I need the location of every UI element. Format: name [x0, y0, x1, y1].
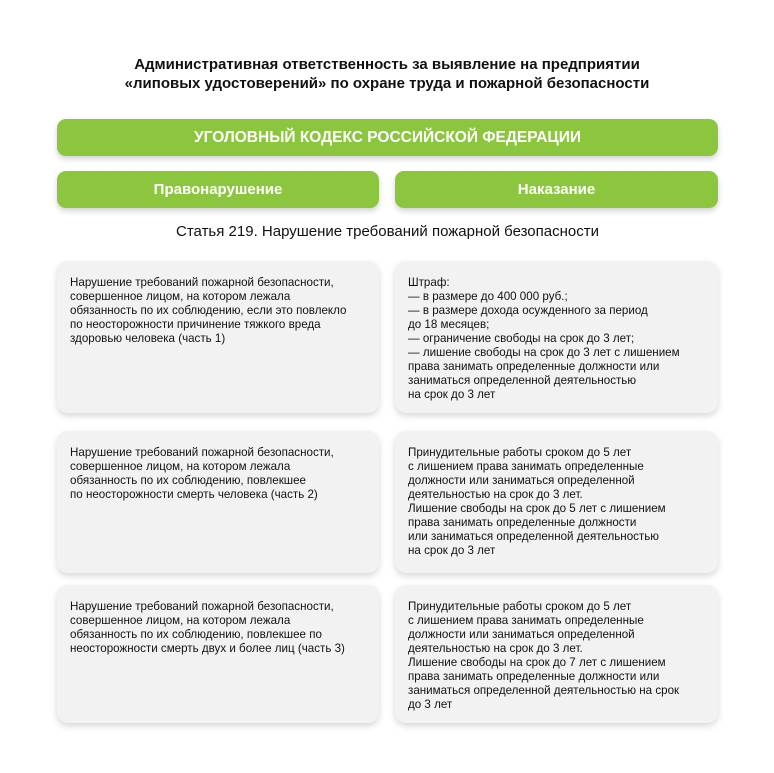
title-line-2: «липовых удостоверений» по охране труда и пожарной безопасности [124, 75, 650, 92]
punishment-card-part-3 [395, 585, 718, 723]
title-line-1: Административная ответственность за выявление на предприятии [134, 56, 640, 73]
punishment-text-line: на срок до 3 лет [408, 544, 496, 557]
punishment-text-line: должности или заниматься определенной [408, 628, 635, 641]
punishment-card-part-2 [395, 431, 718, 573]
offense-text-line: Нарушение требований пожарной безопасности, [70, 276, 334, 289]
punishment-text-line: деятельностью на срок до 3 лет. [408, 642, 583, 655]
punishment-text-line: заниматься определенной деятельностью [408, 374, 637, 387]
offense-text-line: совершенное лицом, на котором лежала [70, 614, 291, 627]
punishment-text-line: — ограничение свободы на срок до 3 лет; [408, 332, 635, 345]
punishment-text-line: Лишение свободы на срок до 7 лет с лишением [408, 656, 666, 669]
punishment-text-line: — лишение свободы на срок до 3 лет с лишением [408, 346, 680, 359]
punishment-text-line: заниматься определенной деятельностью на срок [408, 684, 680, 697]
offense-text-line: неосторожности смерть двух и более лиц (часть 3) [70, 642, 345, 655]
punishment-text-line: должности или заниматься определенной [408, 474, 635, 487]
offense-text-line: совершенное лицом, на котором лежала [70, 290, 291, 303]
offense-text-line: обязанность по их соблюдению, если это повлекло [70, 304, 347, 317]
punishment-text-line: деятельностью на срок до 3 лет. [408, 488, 583, 501]
offense-column-header: Правонарушение [57, 171, 379, 208]
offense-card-part-2 [57, 431, 379, 573]
punishment-text-line: или заниматься определенной деятельностью [408, 530, 659, 543]
punishment-text-line: — в размере до 400 000 руб.; [408, 290, 568, 303]
page-title [60, 55, 714, 93]
offense-text-line: Нарушение требований пожарной безопасности, [70, 446, 334, 459]
offense-card-part-3 [57, 585, 379, 723]
punishment-text-line: Лишение свободы на срок до 5 лет с лишением [408, 502, 666, 515]
punishment-column-header: Наказание [395, 171, 718, 208]
offense-text-line: совершенное лицом, на котором лежала [70, 460, 291, 473]
punishment-text-line: на срок до 3 лет [408, 388, 496, 401]
offense-text-line: по неосторожности причинение тяжкого вреда [70, 318, 321, 331]
punishment-text-line: права занимать определенные должности или [408, 670, 660, 683]
punishment-text-line: Штраф: [408, 276, 450, 289]
offense-text-line: здоровью человека (часть 1) [70, 332, 226, 345]
offense-text-line: обязанность по их соблюдению, повлекшее [70, 474, 306, 487]
punishment-card-part-1 [395, 261, 718, 413]
punishment-text-line: с лишением права занимать определенные [408, 614, 644, 627]
offense-card-part-1 [57, 261, 379, 413]
punishment-text-line: — в размере дохода осужденного за период [408, 304, 648, 317]
offense-text-line: по неосторожности смерть человека (часть 2) [70, 488, 318, 501]
punishment-text-line: права занимать определенные должности или [408, 360, 660, 373]
article-heading: Статья 219. Нарушение требований пожарной безопасности [176, 223, 599, 240]
offense-text-line: Нарушение требований пожарной безопасности, [70, 600, 334, 613]
punishment-text-line: до 18 месяцев; [408, 318, 490, 331]
punishment-text-line: Принудительные работы сроком до 5 лет [408, 446, 632, 459]
punishment-text-line: до 3 лет [408, 698, 453, 711]
punishment-text-line: с лишением права занимать определенные [408, 460, 644, 473]
offense-text-line: обязанность по их соблюдению, повлекшее по [70, 628, 322, 641]
punishment-text-line: Принудительные работы сроком до 5 лет [408, 600, 632, 613]
code-header-bar: УГОЛОВНЫЙ КОДЕКС РОССИЙСКОЙ ФЕДЕРАЦИИ [57, 119, 718, 156]
punishment-text-line: права занимать определенные должности [408, 516, 637, 529]
